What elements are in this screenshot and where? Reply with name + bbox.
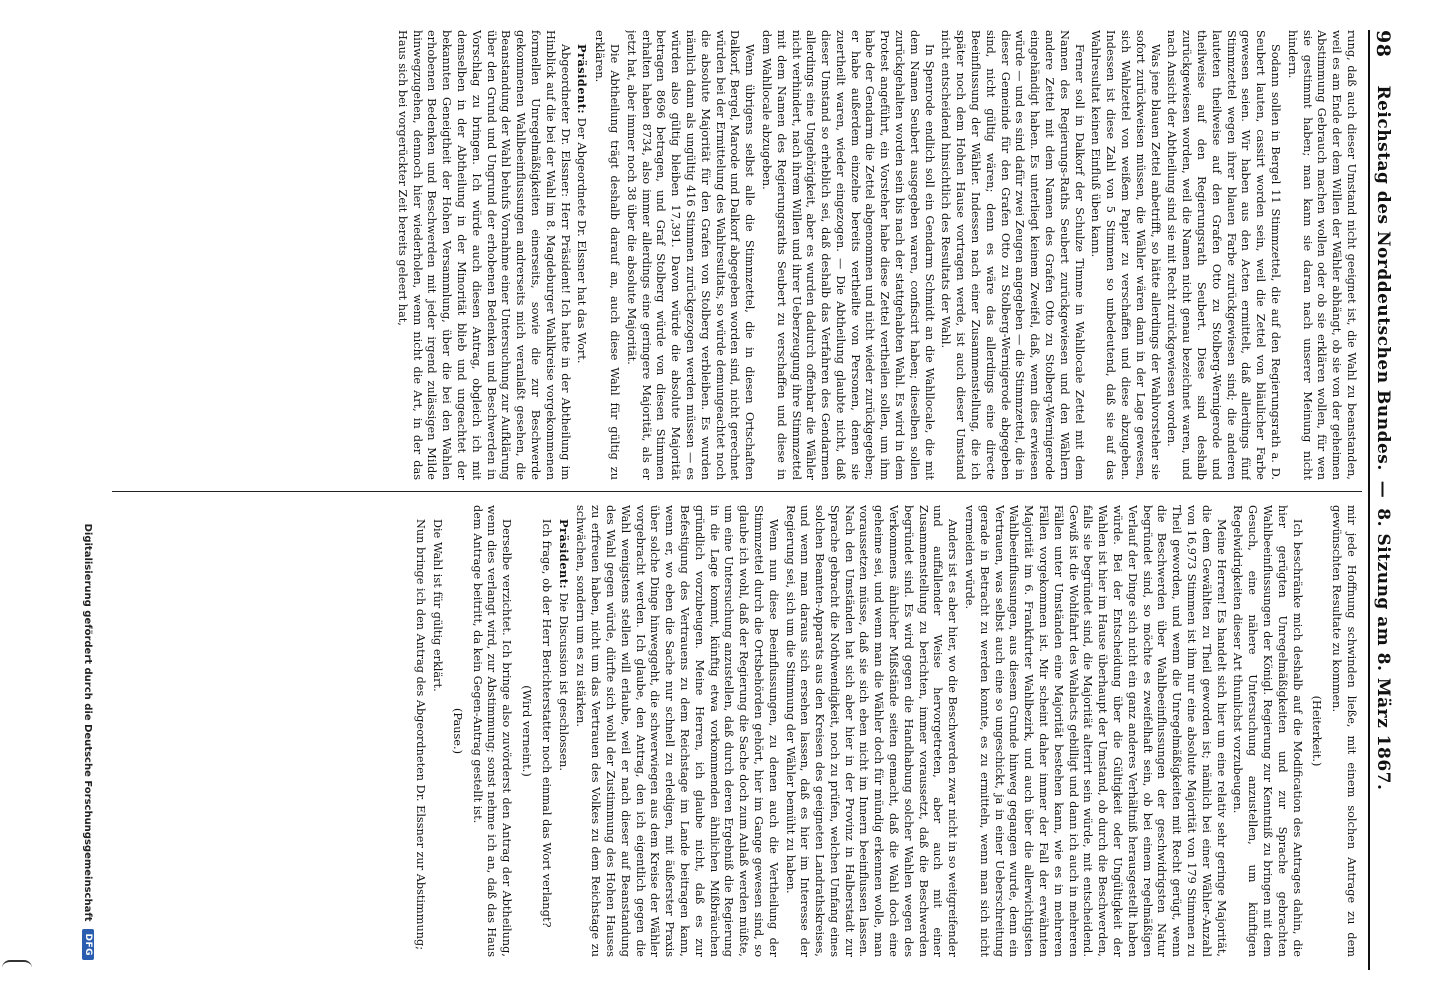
session-title: 8. Sitzung am 8. März 1867.	[1373, 508, 1393, 791]
right-paragraph: Die Wahl ist für gültig erklärt.	[430, 519, 444, 692]
left-paragraph: Abgeordneter Dr. Elssner: Herr Präsident! Ich hatte in der Abtheilung im Hinblick auf die bei der Wahl im 8. Magdeburger Wahlkreise vorgekommenen formellen Unregelmäßigkeiten einerseits, sowie die zur Beschwerde gekommenen Wahlbeeinflussungen andrerseits mich veranlaßt gesehen, die Beanstandung der Wahl behufs Vornahme einer Untersuchung zur Aufklärung über den Grund und Ungrund der erhobenen Bedenken und Beschwerden in Vorschlag zu bringen. Ich würde auch diesen Antrag, obgleich ich mit demselben in der Abtheilung in der Minorität blieb und ungeachtet der bekannten Geneigtheit der Hohen Versammlung, über die bei den Wahlen erhobenen Bedenken und Beschwerden mit jeder irgend zulässigen Milde hinwegzugehen, dennoch hier wiederholen, wenn nicht die Art, in der das Haus sich bei vorgerückter Zeit bereits geleert hat,	[395, 30, 572, 480]
left-paragraph: Was jene blauen Zettel anbetrifft, so hätte allerdings der Wahlvorsteher sie sofort zurückweisen müssen, die Wähler wären dann in der Lage gewesen, sich Wahlzettel von weißem Papier zu verschaffen und diese abzugeben. Indessen ist diese Zahl von 5 Stimmen so unbedeutend, daß sie auf das Wahlresultat keinen Einfluß üben kann.	[1089, 30, 1162, 480]
left-paragraph: In Spenrode endlich soll ein Gendarm Schmidt an die Wahllocale, die mit dem Namen Seubert ausgegeben waren, confiscirt haben; dieselben sollen zurückgehalten worden sein bis nach der stattgehabten Wahl. Es wird in dem Protest angeführt, ein Vorsteher habe diese Zettel vertheilen sollen, um ihm habe der Gendarm die Zettel abgenommen und nicht wieder zurückgegeben; er habe außerdem einzelne bereits vertheilte von Personen, denen sie zuertheilt waren, wieder eingezogen. — Die Abtheilung glaubte nicht, daß dieser Umstand so erheblich sei, daß deshalb das Verfahren des Gendarmen allerdings eine Ungehörigkeit, aber es wurden dadurch offenbar die Wähler nicht verhindert, nach ihrem Willen und ihrer Ueberzeugung ihre Stimmzettel mit dem Namen des Regierungsraths Seubert zu verschaffen und diese in dem Wahllocale abzugeben.	[759, 30, 936, 480]
right-stage-direction: (Wird verneint.)	[519, 685, 533, 777]
right-paragraph: mir jede Hoffnung schwinden ließe, mit einem solchen Antrage zu dem gewünschten Resultate zu kommen.	[1330, 505, 1358, 957]
right-paragraph: Derselbe verzichtet. Ich bringe also zuvörderst den Antrag der Abtheilung, wenn dies verlangt wird, zur Abstimmung; sonst nehme ich an, daß das Haus dem Antrage beitritt, da kein Gegen-Antrag gestellt ist.	[470, 505, 514, 957]
speaker-label: Präsident:	[556, 519, 571, 590]
right-paragraph: Ich frage, ob der Herr Berichterstatter noch einmal das Wort verlangt?	[539, 519, 553, 928]
left-speaker-paragraph	[574, 30, 590, 480]
left-paragraph: Wenn übrigens selbst alle die Stimmzettel, die in diesen Ortschaften Dalkorf, Bergel, Marode und Dalkorf abgegeben worden sind, nicht gerechnet würden bei der Ermittelung des Wahlresultats, so würde demungeachtet noch die absolute Majorität für den Grafen von Stolberg verbleiben. Es wurden nämlich dann als ungültig 416 Stimmen zurückgezogen werden müssen — es würden also gültig bleiben 17,391. Davon würde die absolute Majorität betragen 8696 betragen, und Graf Stolberg würde von diesen Stimmen erhalten haben 8734, also immer allerdings eine geringere Majorität, als er jetzt hat, aber immer noch 38 über die absolute Majorität.	[624, 30, 757, 480]
digitization-note-text: Digitalisierung gefördert durch die Deutsche Forschungsgemeinschaft	[82, 523, 94, 922]
speaker-text: Die Discussion ist geschlossen.	[556, 592, 570, 772]
page-number: 98	[1372, 30, 1394, 58]
right-speaker-paragraph	[555, 505, 571, 957]
right-paragraph: Ich beschränke mich deshalb auf die Modification des Antrages dahin, die hier gerügten Unregelmäßigkeiten und zur Sprache gebrachten Wahlbeeinflussungen der Königl. Regierung zur Kenntniß zu bringen mit dem Gesuch, eine nähere Untersuchung anzustellen, um künftigen Regelwidrigkeiten dieser Art thunlichst vorzubeugen.	[1231, 505, 1304, 957]
left-paragraph: Ferner soll in Dalkorf der Schulze Timme in Wahllocale Zettel mit dem Namen des Regierungs-Raths Seubert zurückgewiesen und den Wählern andere Zettel mit dem Namen des Grafen Otto zu Stolberg-Wernigerode eingehändigt haben. Es unterliegt keinem Zweifel, daß, wenn dies erwiesen würde — und es sind dafür zwei Zeugen angegeben — die Stimmzettel, die in dieser Gemeinde für den Grafen Otto zu Stolberg-Wernigerode abgegeben sind, nicht gültig wären; denn es wäre das allerdings eine directe Beeinflussung der Wähler. Indessen nach einer Zusammenstellung, die ich später noch dem Hohen Hause vortragen werde, ist auch dieser Umstand nicht entscheidend hinsichtlich des Resultats der Wahl.	[939, 30, 1086, 480]
digitization-note	[78, 60, 98, 960]
scan-edge-mark	[2, 960, 32, 978]
column-divider	[112, 491, 1362, 492]
right-paragraph: Wenn nun diese Beeinflussungen, zu denen auch die Vertheilung der Stimmzettel durch die Ortsbehörden gehört, hier im Gange gewesen sind, so glaube ich wohl, daß der Regierung die Sache doch zum Anlaß werden müßte, um eine Untersuchung anzustellen, daß durch deren Ergebniß die Regierung in die Lage kommt, künftig etwa vorkommenden ähnlichen Mißbräuchen gründlich vorzubeugen. Meine Herren, ich glaube nicht, daß es zur Befestigung des Vertrauens zu dem Reichstage im Lande beitragen kann, wenn er, wo eben die Sache nur schnell zu erledigen, mit äußerster Praxis über solche Dinge hinweggeht, die schwerwiegen aus dem Kreise der Wähler vorgebracht werden. Ich glaube, den Antrag, den ich eigentlich gegen die Wahl wenigstens stellen will erlaube, weil er nach dieser auf Beanstandung des Wahl gegen würde, dürfte sich wohl der Zustimmung des Hohen Hauses zu erfreuen haben, nicht um das Vertrauen des Volkes zu dem Reichstage zu schwächen, sondern um es zu stärken.	[574, 505, 780, 957]
right-paragraph: Anders ist es aber hier, wo die Beschwerden zwar nicht in so weitgreifender und auffallender Weise hervorgetreten, aber auch mit einer Zusammenstellung zu berichten, immer voraussetzt, daß die Beschwerden begründet sind. Es wird gegen die Handhabung solcher Wahlen wegen des Verkommens ähnlicher Mißstände seiten gemacht, daß die Wahl doch eine geheime sei, und wenn man die Wähler doch für mündig erkennen wolle, man voraussetzen müsse, daß sie sich eben nicht im Innern beeinflussen lassen. Nach den Umständen hat sich aber hier in der Provinz in Halberstadt zur Sprache gebracht die Nothwendigkeit, noch zu prüfen, welchen Umfang eines solchen Beamten-Apparats aus den Kreisen des geeigneten Landrathskreises, und wenn man daraus sich ersehen lassen, daß es hier im Interesse der Regierung sei, sich um die Stimmung der Wähler bemüht zu haben.	[783, 505, 960, 957]
running-head	[1368, 30, 1396, 970]
publication-title: Reichstag des Norddeutschen Bundes.	[1373, 85, 1393, 471]
dfg-logo: DFG	[82, 929, 94, 960]
right-stage-direction: (Pause.)	[450, 708, 464, 754]
left-column	[118, 30, 1358, 480]
left-paragraph: Sodann sollen in Bergel 11 Stimmzettel, die auf den Regierungsrath a. D. Seubert lauten, cassirt worden sein, weil die Zettel von bläulicher Farbe gewesen seien. Wir haben aus den Acten ermittelt, daß allerdings fünf Stimmzettel wegen ihrer blauen Farbe zurückgewiesen sind; die anderen lauteten theilweise auf den Grafen Otto zu Stolberg-Wernigerode und theilweise auf den Regierungsrath Seubert. Diese sind deshalb zurückgewiesen worden, weil die Namen nicht genau bezeichnet waren, und nach Ansicht der Abtheilung sind sie mit Recht zurückgewiesen worden.	[1165, 30, 1283, 480]
right-column	[118, 505, 1358, 957]
left-paragraph: rung, daß auch dieser Umstand nicht geeignet ist, die Wahl zu beanstanden, weil es am Ende der dem Willen der Wähler abhängt, ob sie von der geheimen Abstimmung Gebrauch machen wollen oder ob sie erklären wollen, für wen sie gestimmt haben; man kann sie daran nach unserer Meinung nicht hindern.	[1285, 30, 1358, 480]
speaker-text: Der Abgeordnete Dr. Elssner hat das Wort.	[575, 117, 589, 364]
header-dash: —	[1373, 480, 1393, 499]
right-paragraph: Meine Herren! Es handelt sich hier um eine relativ sehr geringe Majorität, die dem Gewählten zu Theil geworden ist; nämlich bei einer Wähler-Anzahl von 16,973 Stimmen ist ihm nur eine absolute Majorität von 179 Stimmen zu Theil geworden, und wenn die Unregelmäßigkeiten mit Recht gerügt, wenn die Beschwerden über Wahlbeeinflussungen der geschwidrigsten Natur begründet sind, so möchte es zweifelhaft sein, ob bei einem regelmäßigen Verlauf der Dinge sich nicht ein ganz anderes Verhältniß herausgestellt haben würde. Bei der Entscheidung über die Gültigkeit oder Ungültigkeit der Wahlen ist hier im Hause überhaupt der Umstand, ob durch die Beschwerden, falls sie begründet sind, die Majorität alterirt sein würde, mit entscheidend. Gewiß ist die Wohlfahrt des Wahlacts gebilligt und dann ich auch in mehreren Fällen unter Umständen eine Majorität bestehen kann, wie es in mehreren Fällen vorgekommen ist. Mir scheint daher immer der Fall der erwähnten Majorität im 6. Frankfurter Wahlbezirk, und auch über die allerwichtigsten Wahlbeeinflussungen, aus diesem Grunde hinweg gegangen wurde, denn ein Vertrauen, was selbst auch eine so ungeschickt, ja in einer Ueberschreitung gerade in Betracht zu werden konnte, es zu ermitteln, wenn man sich nicht vermeiden würde.	[963, 505, 1228, 957]
right-paragraph: Nun bringe ich den Antrag des Abgeordneten Dr. Elssner zur Abstimmung;	[414, 519, 428, 951]
speaker-label: Präsident:	[575, 44, 590, 115]
right-stage-direction: (Heiterkeit.)	[1310, 695, 1324, 767]
left-paragraph: Die Abtheilung trägt deshalb darauf an, auch diese Wahl für gültig zu erklären.	[593, 30, 621, 480]
